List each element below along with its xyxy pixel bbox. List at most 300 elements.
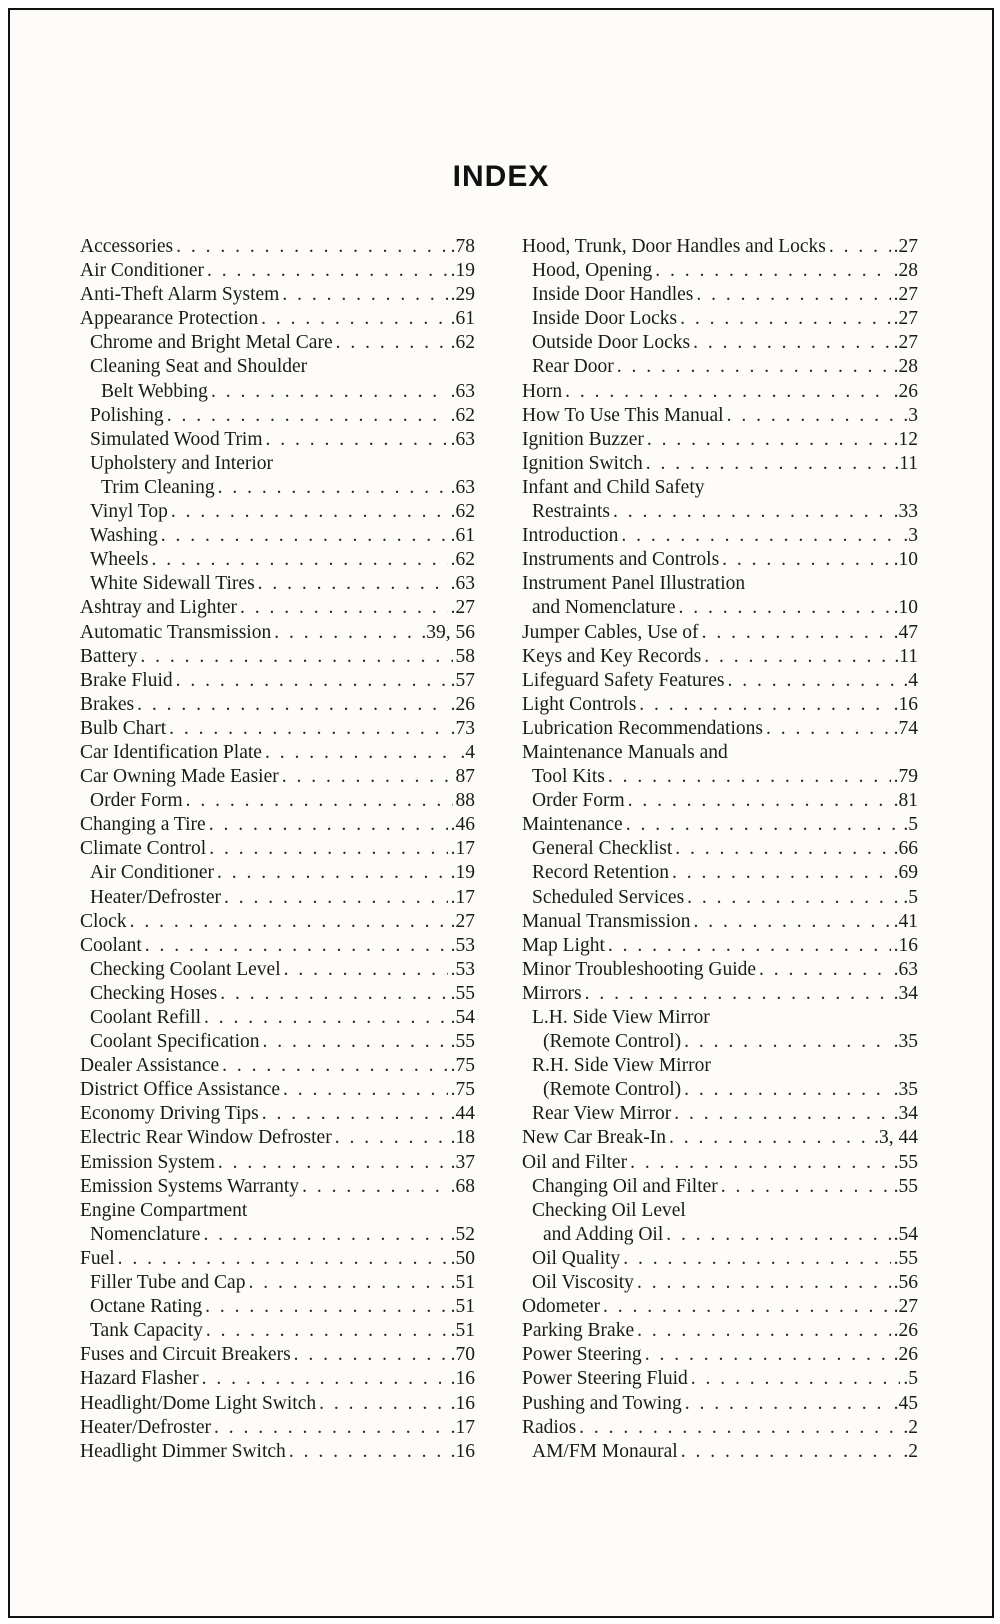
index-column-right (522, 235, 918, 1464)
index-entry (522, 813, 918, 837)
dot-leader (630, 1151, 891, 1175)
dot-leader (204, 1006, 448, 1030)
page-number: .27 (893, 332, 918, 354)
index-term: Maintenance Manuals and (522, 741, 728, 763)
page-number: .27 (893, 1296, 918, 1318)
index-term: Chrome and Bright Metal Care (90, 332, 333, 354)
index-term: Power Steering (522, 1344, 642, 1366)
dot-leader (637, 1271, 891, 1295)
dot-leader (621, 524, 900, 548)
page-number: .2 (903, 1416, 918, 1438)
dot-leader (319, 1392, 447, 1416)
page-number: .28 (893, 260, 918, 282)
page-number: .17 (450, 886, 475, 908)
index-entry (80, 813, 475, 837)
index-entry (80, 669, 475, 693)
index-term: Brakes (80, 693, 135, 715)
index-term: Climate Control (80, 838, 207, 860)
dot-leader (623, 1247, 890, 1271)
dot-leader (678, 596, 890, 620)
index-term: Octane Rating (90, 1296, 203, 1318)
index-term: Outside Door Locks (532, 332, 691, 354)
index-term: Belt Webbing (101, 380, 208, 402)
index-entry (80, 355, 475, 379)
index-entry (522, 428, 918, 452)
index-entry (522, 1295, 918, 1319)
index-entry (522, 500, 918, 524)
index-entry (522, 1223, 918, 1247)
page-number: .17 (450, 1416, 475, 1438)
index-entry (80, 1247, 475, 1271)
index-term: Order Form (90, 790, 183, 812)
page-number: .34 (893, 982, 918, 1004)
dot-leader (637, 1319, 891, 1343)
index-entry (80, 982, 475, 1006)
index-term: Rear View Mirror (532, 1103, 672, 1125)
index-term: Heater/Defroster (90, 886, 222, 908)
dot-leader (684, 1078, 891, 1102)
index-term: District Office Assistance (80, 1079, 281, 1101)
index-entry (80, 404, 475, 428)
index-term: Tool Kits (532, 766, 605, 788)
index-term: Vinyl Top (90, 501, 168, 523)
page-number: .4 (460, 741, 475, 763)
dot-leader (704, 645, 891, 669)
page-number: .16 (450, 1440, 475, 1462)
index-term: How To Use This Manual (522, 404, 724, 426)
index-term: Heater/Defroster (80, 1416, 212, 1438)
index-term: Anti-Theft Alarm System (80, 284, 280, 306)
index-term: Infant and Child Safety (522, 476, 705, 498)
page-number: .5 (903, 814, 918, 836)
dot-leader (282, 765, 453, 789)
index-term: Air Conditioner (90, 862, 215, 884)
index-entry (522, 1271, 918, 1295)
index-entry (80, 500, 475, 524)
index-entry (522, 1126, 918, 1150)
index-entry (80, 1367, 475, 1391)
index-term: Rear Door (532, 356, 614, 378)
index-term: Checking Coolant Level (90, 958, 281, 980)
index-term: Radios (522, 1416, 577, 1438)
page-number: .27 (893, 284, 918, 306)
index-entry (80, 1295, 475, 1319)
dot-leader (655, 259, 890, 283)
page-number: .10 (893, 549, 918, 571)
index-entry (522, 861, 918, 885)
index-term: Accessories (80, 236, 174, 257)
index-term: Ashtray and Lighter (80, 597, 238, 619)
index-term: Bulb Chart (80, 717, 167, 739)
page-number: .5 (903, 1368, 918, 1390)
page-number: .26 (450, 693, 475, 715)
dot-leader (130, 910, 448, 934)
index-term: Automatic Transmission (80, 621, 272, 643)
index-term: Coolant (80, 934, 142, 956)
index-entry (522, 235, 918, 259)
dot-leader (696, 283, 890, 307)
index-term: Hood, Opening (532, 260, 653, 282)
index-entry (80, 645, 475, 669)
dot-leader (579, 1416, 900, 1440)
index-term: Nomenclature (90, 1223, 201, 1245)
index-term: Headlight/Dome Light Switch (80, 1392, 317, 1414)
page-number: .16 (893, 693, 918, 715)
index-term: Simulated Wood Trim (90, 428, 263, 450)
index-term: Headlight Dimmer Switch (80, 1440, 286, 1462)
index-term: Mirrors (522, 982, 582, 1004)
page-number: .44 (450, 1103, 475, 1125)
index-term: (Remote Control) (543, 1031, 682, 1053)
dot-leader (263, 1030, 448, 1054)
page-number: .27 (450, 597, 475, 619)
dot-leader (759, 958, 891, 982)
index-entry (522, 1367, 918, 1391)
page-number: .63 (450, 573, 475, 595)
index-entry (522, 910, 918, 934)
index-term: AM/FM Monaural (532, 1440, 678, 1462)
index-entry (80, 837, 475, 861)
dot-leader (684, 1030, 891, 1054)
page-number: .55 (450, 1031, 475, 1053)
index-term: General Checklist (532, 838, 673, 860)
page-number: .11 (894, 452, 918, 474)
index-entry (522, 1078, 918, 1102)
page-title: INDEX (452, 160, 550, 193)
page-number: 58 (455, 645, 475, 667)
page-number: .63 (450, 380, 475, 402)
dot-leader (669, 1126, 871, 1150)
index-term: Changing a Tire (80, 814, 206, 836)
page-number: .3 (903, 404, 918, 426)
index-entry (522, 331, 918, 355)
index-term: Light Controls (522, 693, 637, 715)
page-number: .3, 44 (874, 1127, 918, 1149)
dot-leader (261, 307, 447, 331)
index-entry (80, 789, 475, 813)
dot-leader (140, 645, 452, 669)
page-number: .63 (450, 428, 475, 450)
index-entry (80, 524, 475, 548)
index-term: Hazard Flasher (80, 1368, 199, 1390)
index-entry (522, 1392, 918, 1416)
dot-leader (691, 1367, 901, 1391)
index-term: New Car Break-In (522, 1127, 667, 1149)
page-number: .27 (450, 910, 475, 932)
index-entry (522, 789, 918, 813)
dot-leader (218, 1151, 448, 1175)
index-term: Pushing and Towing (522, 1392, 682, 1414)
index-term: Inside Door Handles (532, 284, 694, 306)
index-entry (80, 741, 475, 765)
index-term: L.H. Side View Mirror (532, 1007, 710, 1028)
dot-leader (728, 669, 901, 693)
page-number: .78 (450, 236, 475, 257)
index-entry (80, 958, 475, 982)
page-number: .54 (893, 1223, 918, 1245)
index-term: Ignition Switch (522, 452, 643, 474)
dot-leader (186, 789, 453, 813)
page-number: .51 (450, 1296, 475, 1318)
dot-leader (672, 861, 891, 885)
page-number: .51 (450, 1272, 475, 1294)
index-entry (80, 693, 475, 717)
index-term: Clock (80, 910, 127, 932)
dot-leader (274, 621, 418, 645)
index-entry (522, 958, 918, 982)
dot-leader (224, 886, 448, 910)
page-number: .46 (450, 814, 475, 836)
index-entry (522, 741, 918, 765)
index-entry (80, 1199, 475, 1223)
index-entry (80, 1175, 475, 1199)
index-entry (80, 548, 475, 572)
page-number: .62 (450, 332, 475, 354)
index-entry (522, 982, 918, 1006)
dot-leader (722, 548, 890, 572)
dot-leader (176, 669, 448, 693)
index-entry (80, 283, 475, 307)
dot-leader (674, 1102, 890, 1126)
dot-leader (209, 813, 448, 837)
dot-leader (240, 596, 448, 620)
page-number: .4 (903, 669, 918, 691)
dot-leader (603, 1295, 891, 1319)
index-term: Battery (80, 645, 138, 667)
page-number: .53 (450, 934, 475, 956)
page-number: .11 (894, 645, 918, 667)
index-term: Horn (522, 380, 563, 402)
index-entry (80, 1440, 475, 1464)
index-entry (80, 259, 475, 283)
dot-leader (258, 572, 448, 596)
index-term: Coolant Specification (90, 1031, 260, 1053)
page-number: .79 (893, 766, 918, 788)
index-entry (522, 476, 918, 500)
page-number: .26 (893, 380, 918, 402)
page-number: .19 (450, 862, 475, 884)
dot-leader (151, 548, 447, 572)
dot-leader (214, 1416, 448, 1440)
index-term: Wheels (90, 549, 149, 571)
index-term: Emission System (80, 1151, 215, 1173)
index-term: Jumper Cables, Use of (522, 621, 699, 643)
index-term: Car Owning Made Easier (80, 766, 279, 788)
index-term: Inside Door Locks (532, 308, 678, 330)
page-number: .62 (450, 404, 475, 426)
page-number: .52 (450, 1223, 475, 1245)
index-term: Scheduled Services (532, 886, 685, 908)
index-term: Checking Oil Level (532, 1199, 686, 1221)
dot-leader (161, 524, 448, 548)
page-number: .54 (450, 1007, 475, 1028)
index-term: Engine Compartment (80, 1199, 248, 1221)
page-number: .61 (450, 308, 475, 330)
index-term: Cleaning Seat and Shoulder (90, 356, 308, 378)
dot-leader (666, 1223, 890, 1247)
page-number: .74 (893, 717, 918, 739)
dot-leader (685, 1392, 891, 1416)
page-number: .63 (893, 958, 918, 980)
index-entry (80, 572, 475, 596)
index-term: Hood, Trunk, Door Handles and Locks (522, 236, 826, 257)
index-term: Changing Oil and Filter (532, 1175, 718, 1197)
index-entry (80, 452, 475, 476)
dot-leader (137, 693, 447, 717)
index-term: Electric Rear Window Defroster (80, 1127, 332, 1149)
index-entry (522, 621, 918, 645)
index-entry (80, 934, 475, 958)
index-term: Trim Cleaning (101, 476, 215, 498)
index-term: and Nomenclature (532, 597, 676, 619)
index-term: Record Retention (532, 862, 670, 884)
page-number: .55 (893, 1247, 918, 1269)
dot-leader (282, 283, 447, 307)
index-term: Odometer (522, 1296, 600, 1318)
index-entry (522, 1416, 918, 1440)
dot-leader (171, 500, 448, 524)
page-number: .73 (450, 717, 475, 739)
dot-leader (608, 765, 891, 789)
page-number: .3 (903, 525, 918, 547)
dot-leader (218, 476, 448, 500)
page-number: .27 (893, 236, 918, 257)
dot-leader (628, 789, 891, 813)
index-entry (522, 1030, 918, 1054)
index-term: Map Light (522, 934, 605, 956)
index-term: Polishing (90, 404, 164, 426)
index-term: Upholstery and Interior (90, 452, 274, 474)
page-number: .55 (893, 1151, 918, 1173)
index-term: Instruments and Controls (522, 549, 720, 571)
index-entry (80, 331, 475, 355)
page-number: .61 (450, 525, 475, 547)
index-term: Tank Capacity (90, 1320, 203, 1342)
index-entry (80, 1223, 475, 1247)
index-term: Introduction (522, 525, 619, 547)
dot-leader (702, 621, 891, 645)
index-entry (522, 259, 918, 283)
index-term: Brake Fluid (80, 669, 173, 691)
dot-leader (202, 1367, 448, 1391)
dot-leader (266, 428, 448, 452)
index-term: Car Identification Plate (80, 741, 262, 763)
dot-leader (766, 717, 891, 741)
index-term: Emission Systems Warranty (80, 1175, 300, 1197)
page-number: .26 (893, 1320, 918, 1342)
index-entry (522, 1440, 918, 1464)
index-entry (522, 693, 918, 717)
index-term: Oil Quality (532, 1247, 621, 1269)
index-entry (522, 1199, 918, 1223)
page-number: .17 (450, 838, 475, 860)
index-entry (80, 1126, 475, 1150)
index-entry (80, 1271, 475, 1295)
index-term: Oil and Filter (522, 1151, 628, 1173)
page-number: .18 (450, 1127, 475, 1149)
index-term: Instrument Panel Illustration (522, 573, 746, 595)
index-entry (522, 837, 918, 861)
page-number: .62 (450, 549, 475, 571)
dot-leader (302, 1175, 448, 1199)
dot-leader (265, 741, 457, 765)
index-term: Appearance Protection (80, 308, 259, 330)
page-number: .39, 56 (421, 621, 475, 643)
index-entry (522, 1006, 918, 1030)
dot-leader (206, 1319, 448, 1343)
dot-leader (646, 452, 892, 476)
index-term: Fuses and Circuit Breakers (80, 1344, 291, 1366)
dot-leader (262, 1102, 448, 1126)
dot-leader (289, 1440, 448, 1464)
dot-leader (585, 982, 891, 1006)
dot-leader (727, 404, 901, 428)
index-entry (80, 1006, 475, 1030)
dot-leader (693, 910, 890, 934)
index-entry (80, 235, 475, 259)
page-number: .47 (893, 621, 918, 643)
index-entry (80, 1151, 475, 1175)
page-number: .2 (903, 1440, 918, 1462)
page-number: .28 (893, 356, 918, 378)
index-entry (522, 1247, 918, 1271)
dot-leader (687, 886, 900, 910)
page-number: .41 (893, 910, 918, 932)
index-entry (80, 1078, 475, 1102)
index-entry (522, 669, 918, 693)
index-entry (522, 717, 918, 741)
index-entry (80, 596, 475, 620)
index-entry (522, 1343, 918, 1367)
index-entry (80, 1416, 475, 1440)
index-term: Lubrication Recommendations (522, 717, 763, 739)
index-entry (80, 861, 475, 885)
page-number: .26 (893, 1344, 918, 1366)
index-entry (522, 645, 918, 669)
dot-leader (145, 934, 448, 958)
dot-leader (613, 500, 891, 524)
dot-leader (203, 1223, 447, 1247)
index-term: (Remote Control) (543, 1079, 682, 1101)
page-number: .37 (450, 1151, 475, 1173)
index-entry (522, 404, 918, 428)
page-number: .35 (893, 1031, 918, 1053)
page-number: .19 (450, 260, 475, 282)
index-entry (522, 596, 918, 620)
index-term: Parking Brake (522, 1320, 635, 1342)
dot-leader (207, 259, 448, 283)
dot-leader (284, 958, 448, 982)
dot-leader (829, 235, 891, 259)
index-entry (80, 621, 475, 645)
dot-leader (169, 717, 448, 741)
dot-leader (626, 813, 901, 837)
page-number: .62 (450, 501, 475, 523)
page-number: .81 (893, 790, 918, 812)
page-number: .16 (893, 934, 918, 956)
dot-leader (220, 982, 447, 1006)
index-term: Power Steering Fluid (522, 1368, 688, 1390)
dot-leader (721, 1175, 891, 1199)
page-number: .16 (450, 1368, 475, 1390)
index-entry (80, 1030, 475, 1054)
dot-leader (680, 307, 890, 331)
index-entry (80, 886, 475, 910)
dot-leader (639, 693, 890, 717)
dot-leader (608, 934, 891, 958)
index-entry (80, 765, 475, 789)
index-entry (522, 572, 918, 596)
